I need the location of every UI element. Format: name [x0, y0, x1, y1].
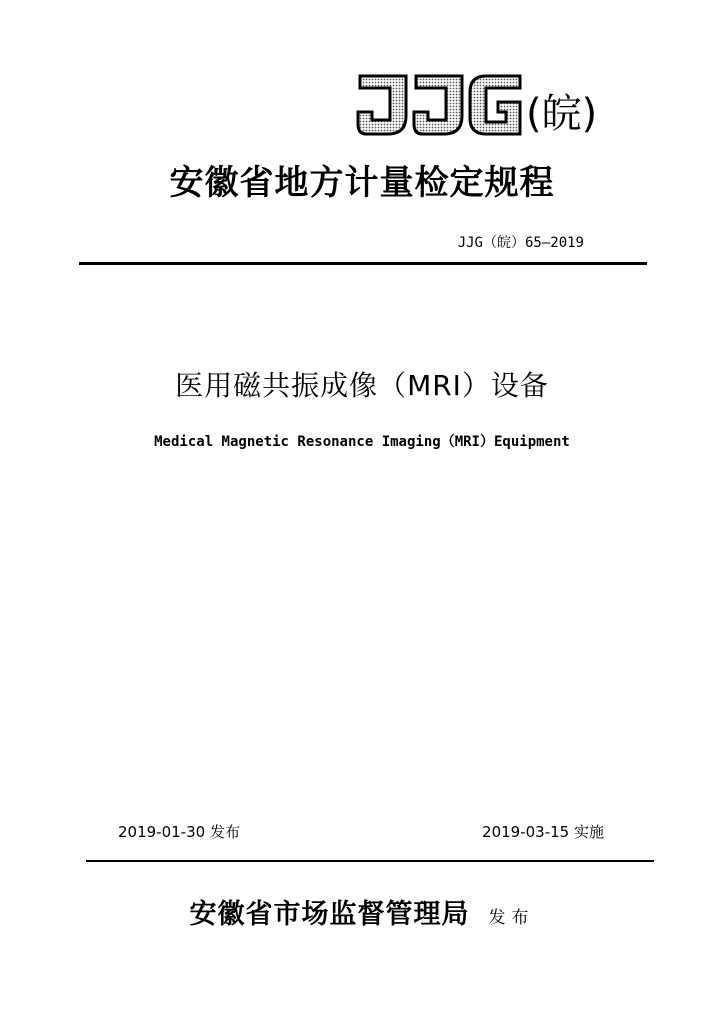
- effective-date: 2019-03-15 实施: [482, 823, 604, 841]
- top-divider: [79, 262, 647, 265]
- logo-suffix: (皖): [526, 91, 598, 137]
- series-title: 安徽省地方计量检定规程: [169, 163, 555, 203]
- issue-date: 2019-01-30 发布: [118, 823, 240, 841]
- document-title: 医用磁共振成像（MRI）设备: [175, 369, 549, 402]
- bottom-divider: [86, 860, 654, 862]
- jjg-logo: [356, 58, 597, 138]
- publisher-line: [0, 892, 724, 931]
- publisher-name: 安徽省市场监督管理局: [189, 899, 470, 930]
- document-english-title: Medical Magnetic Resonance Imaging（MRI）Equipment: [154, 434, 570, 450]
- jjg-logo-graphic: [356, 72, 524, 138]
- publisher-action: 发布: [488, 908, 535, 928]
- jjg-logo-mark: [356, 72, 524, 138]
- standard-code: JJG（皖）65—2019: [457, 235, 584, 251]
